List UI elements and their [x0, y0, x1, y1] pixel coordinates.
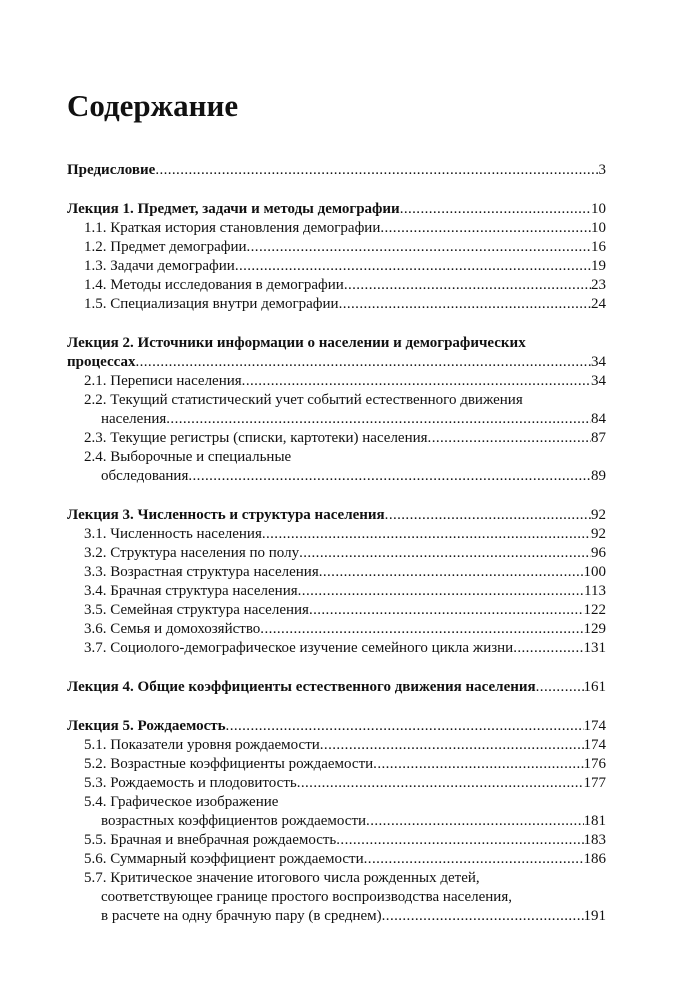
- toc-entry-title: 3.2. Структура населения по полу: [84, 545, 300, 561]
- toc-entry-title: обследования: [101, 468, 189, 484]
- toc-entry-title: 5.7. Критическое значение итогового числа рожденных детей,: [84, 870, 480, 886]
- toc-entry-title: населения: [101, 411, 167, 427]
- toc-page-number: 92: [591, 507, 606, 523]
- toc-page-number: 131: [583, 640, 606, 656]
- toc-entry-title: Предисловие: [67, 162, 156, 178]
- toc-entry-title: 1.5. Специализация внутри демографии: [84, 296, 339, 312]
- toc-entry-lecture-3[interactable]: [67, 506, 606, 525]
- toc-entry-title: 1.2. Предмет демографии: [84, 239, 247, 255]
- toc-entry-3-2[interactable]: [67, 544, 606, 563]
- toc-entry-title: в расчете на одну брачную пару (в среднем): [101, 908, 382, 924]
- dot-leader: [428, 429, 591, 448]
- toc-entry-title: Лекция 3. Численность и структура населения: [67, 507, 385, 523]
- toc-entry-3-4[interactable]: [67, 582, 606, 601]
- toc-entry-5-4-line2[interactable]: [67, 812, 606, 831]
- toc-entry-5-2[interactable]: [67, 755, 606, 774]
- toc-entry-5-7-line2[interactable]: [67, 888, 606, 907]
- dot-leader: [385, 506, 591, 525]
- toc-entry-5-5[interactable]: [67, 831, 606, 850]
- toc-entry-title: 3.6. Семья и домохозяйство: [84, 621, 261, 637]
- dot-leader: [319, 563, 584, 582]
- dot-leader: [260, 620, 583, 639]
- toc-entry-title: 5.4. Графическое изображение: [84, 794, 279, 810]
- dot-leader: [226, 717, 584, 736]
- toc-entry-title: 1.4. Методы исследования в демографии: [84, 277, 344, 293]
- toc-page-number: 177: [583, 775, 606, 791]
- toc-entry-lecture-2-line1[interactable]: [67, 334, 606, 353]
- toc-entry-title: Лекция 2. Источники информации о населении и демографических: [67, 335, 526, 351]
- dot-leader: [380, 219, 591, 238]
- toc-page-number: 129: [583, 621, 606, 637]
- toc-page-number: 191: [583, 908, 606, 924]
- dot-leader: [320, 736, 584, 755]
- dot-leader: [135, 353, 591, 372]
- dot-leader: [373, 755, 583, 774]
- section-gap: [67, 697, 606, 717]
- toc-entry-title: Лекция 4. Общие коэффициенты естественного движения населения: [67, 679, 536, 695]
- toc-entry-lecture-4[interactable]: [67, 678, 606, 697]
- toc-entry-title: 2.4. Выборочные и специальные: [84, 449, 292, 465]
- toc-page-number: 19: [591, 258, 606, 274]
- toc-entry-1-4[interactable]: [67, 276, 606, 295]
- toc-entry-title: процессах: [67, 354, 136, 370]
- table-of-contents: [67, 161, 606, 926]
- toc-entry-5-3[interactable]: [67, 774, 606, 793]
- dot-leader: [344, 276, 591, 295]
- toc-entry-2-1[interactable]: [67, 372, 606, 391]
- dot-leader: [400, 200, 591, 219]
- toc-entry-5-7-line3[interactable]: [67, 907, 606, 926]
- dot-leader: [513, 639, 583, 658]
- toc-page-number: 3: [598, 162, 606, 178]
- section-gap: [67, 486, 606, 506]
- toc-entry-title: 5.5. Брачная и внебрачная рождаемость: [84, 832, 337, 848]
- toc-entry-2-2-line2[interactable]: [67, 410, 606, 429]
- toc-entry-1-2[interactable]: [67, 238, 606, 257]
- toc-page-number: 161: [583, 679, 606, 695]
- section-gap: [67, 180, 606, 200]
- toc-page-number: 174: [583, 737, 606, 753]
- toc-entry-title: 2.3. Текущие регистры (списки, картотеки) населения: [84, 430, 428, 446]
- toc-entry-lecture-1[interactable]: [67, 200, 606, 219]
- toc-entry-5-4-line1[interactable]: [67, 793, 606, 812]
- toc-entry-1-1[interactable]: [67, 219, 606, 238]
- toc-entry-title: Лекция 1. Предмет, задачи и методы демографии: [67, 201, 400, 217]
- toc-entry-title: соответствующее границе простого воспроизводства населения,: [101, 889, 512, 905]
- toc-entry-title: Лекция 5. Рождаемость: [67, 718, 226, 734]
- toc-entry-title: 1.1. Краткая история становления демографии: [84, 220, 381, 236]
- toc-page-number: 183: [583, 832, 606, 848]
- toc-entry-2-4-line1[interactable]: [67, 448, 606, 467]
- toc-page-number: 10: [591, 201, 606, 217]
- toc-page-number: 24: [591, 296, 606, 312]
- toc-entry-title: 3.7. Социолого-демографическое изучение семейного цикла жизни: [84, 640, 514, 656]
- toc-entry-title: 5.1. Показатели уровня рождаемости: [84, 737, 320, 753]
- dot-leader: [262, 525, 591, 544]
- toc-entry-1-3[interactable]: [67, 257, 606, 276]
- toc-entry-title: 5.6. Суммарный коэффициент рождаемости: [84, 851, 364, 867]
- toc-entry-preface[interactable]: [67, 161, 606, 180]
- dot-leader: [536, 678, 584, 697]
- toc-page-number: 96: [591, 545, 606, 561]
- toc-entry-2-2-line1[interactable]: [67, 391, 606, 410]
- toc-entry-title: 3.3. Возрастная структура населения: [84, 564, 319, 580]
- toc-page-number: 16: [591, 239, 606, 255]
- toc-entry-title: 1.3. Задачи демографии: [84, 258, 235, 274]
- toc-page-number: 87: [591, 430, 606, 446]
- dot-leader: [364, 850, 584, 869]
- dot-leader: [247, 238, 592, 257]
- dot-leader: [297, 774, 584, 793]
- dot-leader: [166, 410, 591, 429]
- toc-entry-1-5[interactable]: [67, 295, 606, 314]
- toc-page-number: 176: [583, 756, 606, 772]
- toc-entry-5-1[interactable]: [67, 736, 606, 755]
- toc-page-number: 181: [583, 813, 606, 829]
- toc-entry-lecture-2-line2[interactable]: [67, 353, 606, 372]
- toc-entry-2-3[interactable]: [67, 429, 606, 448]
- toc-entry-title: 5.2. Возрастные коэффициенты рождаемости: [84, 756, 374, 772]
- toc-entry-3-7[interactable]: [67, 639, 606, 658]
- dot-leader: [309, 601, 584, 620]
- toc-entry-5-7-line1[interactable]: [67, 869, 606, 888]
- section-gap: [67, 658, 606, 678]
- toc-entry-title: 5.3. Рождаемость и плодовитость: [84, 775, 297, 791]
- dot-leader: [366, 812, 583, 831]
- toc-entry-title: 2.2. Текущий статистический учет событий естественного движения: [84, 392, 523, 408]
- dot-leader: [155, 161, 598, 180]
- toc-entry-3-6[interactable]: [67, 620, 606, 639]
- toc-page-number: 186: [583, 851, 606, 867]
- toc-page-number: 100: [583, 564, 606, 580]
- toc-entry-title: 3.5. Семейная структура населения: [84, 602, 309, 618]
- toc-entry-lecture-5[interactable]: [67, 717, 606, 736]
- dot-leader: [242, 372, 591, 391]
- toc-page-number: 34: [591, 373, 606, 389]
- toc-page-number: 23: [591, 277, 606, 293]
- dot-leader: [336, 831, 583, 850]
- toc-page-number: 34: [591, 354, 606, 370]
- dot-leader: [339, 295, 591, 314]
- dot-leader: [382, 907, 584, 926]
- section-gap: [67, 314, 606, 334]
- toc-entry-5-6[interactable]: [67, 850, 606, 869]
- toc-page-number: 92: [591, 526, 606, 542]
- toc-page-number: 174: [583, 718, 606, 734]
- toc-entry-2-4-line2[interactable]: [67, 467, 606, 486]
- dot-leader: [299, 544, 591, 563]
- toc-entry-title: 3.1. Численность населения: [84, 526, 262, 542]
- dot-leader: [235, 257, 591, 276]
- dot-leader: [298, 582, 584, 601]
- toc-entry-3-3[interactable]: [67, 563, 606, 582]
- toc-page-number: 84: [591, 411, 606, 427]
- toc-page-number: 113: [584, 583, 606, 599]
- toc-entry-3-1[interactable]: [67, 525, 606, 544]
- dot-leader: [188, 467, 591, 486]
- toc-page-number: 122: [583, 602, 606, 618]
- toc-page-number: 10: [591, 220, 606, 236]
- page-title: Содержание: [67, 88, 239, 123]
- toc-entry-title: 2.1. Переписи населения: [84, 373, 242, 389]
- toc-entry-3-5[interactable]: [67, 601, 606, 620]
- toc-entry-title: 3.4. Брачная структура населения: [84, 583, 298, 599]
- toc-entry-title: возрастных коэффициентов рождаемости: [101, 813, 367, 829]
- toc-page-number: 89: [591, 468, 606, 484]
